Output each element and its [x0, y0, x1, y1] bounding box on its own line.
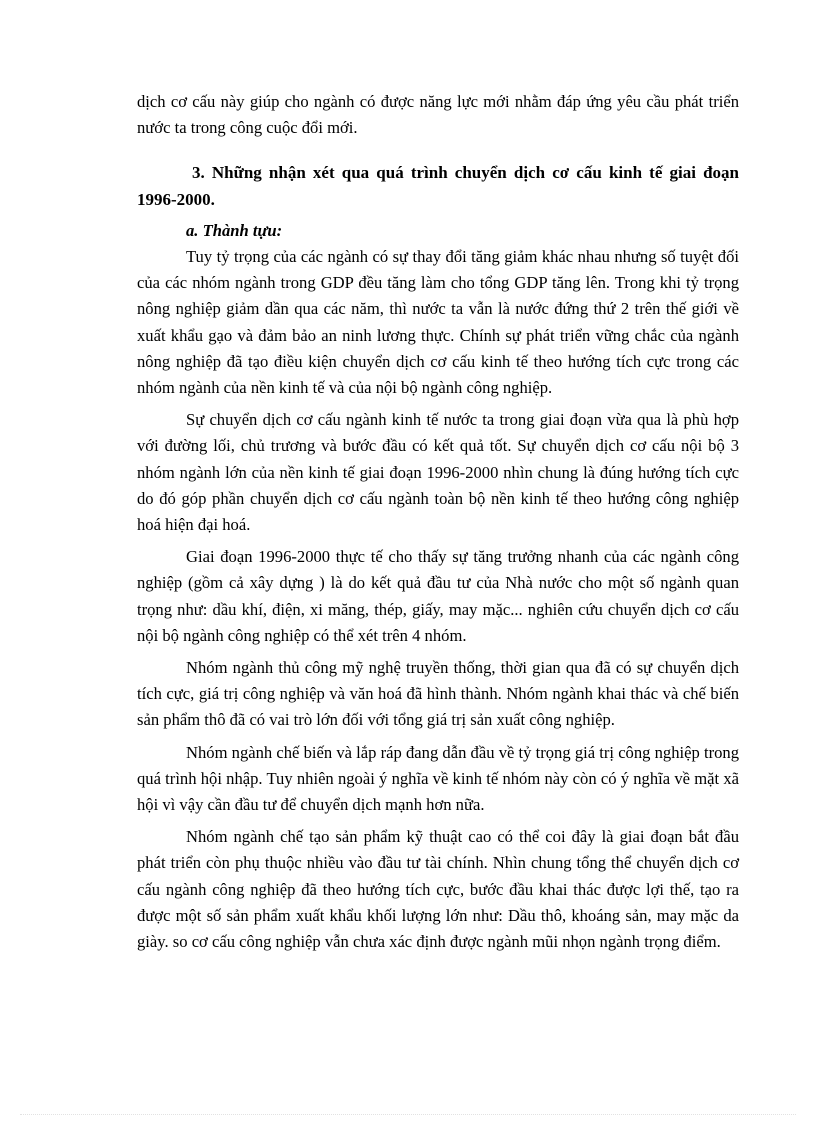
paragraph: Tuy tỷ trọng của các ngành có sự thay đổi tăng giảm khác nhau nhưng số tuyệt đối của các nhóm ngành trong GDP đều tăng làm cho tổng GDP tăng lên. Trong khi tỷ trọng nông nghiệp giảm dần qua các năm, thì nước ta vẫn là nước đứng thứ 2 trên thế giới về xuất khẩu gạo và đảm bảo an ninh lương thực. Chính sự phát triển vững chắc của ngành nông nghiệp đã tạo điều kiện chuyển dịch cơ cấu kinh tế theo hướng tích cực trong các nhóm ngành của nền kinh tế và của nội bộ ngành công nghiệp.	[137, 247, 739, 398]
page-bottom-divider	[20, 1114, 796, 1115]
paragraph: Nhóm ngành thủ công mỹ nghệ truyền thống, thời gian qua đã có sự chuyển dịch tích cực, giá trị công nghiệp và văn hoá đã hình thành. Nhóm ngành khai thác và chế biến sản phẩm thô đã có vai trò lớn đối với tổng giá trị sản xuất công nghiệp.	[137, 658, 739, 730]
section-heading: 3. Những nhận xét qua quá trình chuyển dịch cơ cấu kinh tế giai đoạn 1996-2000.	[137, 163, 739, 209]
paragraph: Sự chuyển dịch cơ cấu ngành kinh tế nước ta trong giai đoạn vừa qua là phù hợp với đường lối, chủ trương và bước đầu có kết quả tốt. Sự chuyển dịch cơ cấu nội bộ 3 nhóm ngành lớn của nền kinh tế giai đoạn 1996-2000 nhìn chung là đúng hướng tích cực do đó góp phần chuyển dịch cơ cấu ngành toàn bộ nền kinh tế theo hướng công nghiệp hoá hiện đại hoá.	[137, 410, 739, 535]
paragraph: Nhóm ngành chế tạo sản phẩm kỹ thuật cao có thể coi đây là giai đoạn bắt đầu phát triển còn phụ thuộc nhiều vào đầu tư tài chính. Nhìn chung tổng thể chuyển dịch cơ cấu ngành công nghiệp đã theo hướng tích cực, bước đầu khai thác được lợi thế, tạo ra được một số sản phẩm xuất khẩu khối lượng lớn như: Dầu thô, khoáng sản, may mặc da giày. so cơ cấu công nghiệp vẫn chưa xác định được ngành mũi nhọn ngành trọng điểm.	[137, 827, 739, 952]
subsection-heading: a. Thành tựu:	[186, 220, 283, 240]
document-body	[137, 89, 739, 955]
paragraph: Nhóm ngành chế biến và lắp ráp đang dẫn đầu về tỷ trọng giá trị công nghiệp trong quá trình hội nhập. Tuy nhiên ngoài ý nghĩa về kinh tế nhóm này còn có ý nghĩa về mặt xã hội vì vậy cần đầu tư để chuyển dịch mạnh hơn nữa.	[137, 742, 739, 815]
paragraph: Giai đoạn 1996-2000 thực tế cho thấy sự tăng trưởng nhanh của các ngành công nghiệp (gồm cả xây dựng ) là do kết quả đầu tư của Nhà nước cho một số ngành quan trọng như: dầu khí, điện, xi măng, thép, giấy, may mặc... nghiên cứu chuyển dịch cơ cấu nội bộ ngành công nghiệp có thể xét trên 4 nhóm.	[137, 547, 739, 645]
paragraph-continuation: dịch cơ cấu này giúp cho ngành có được năng lực mới nhằm đáp ứng yêu cầu phát triển nước ta trong công cuộc đổi mới.	[137, 92, 739, 138]
